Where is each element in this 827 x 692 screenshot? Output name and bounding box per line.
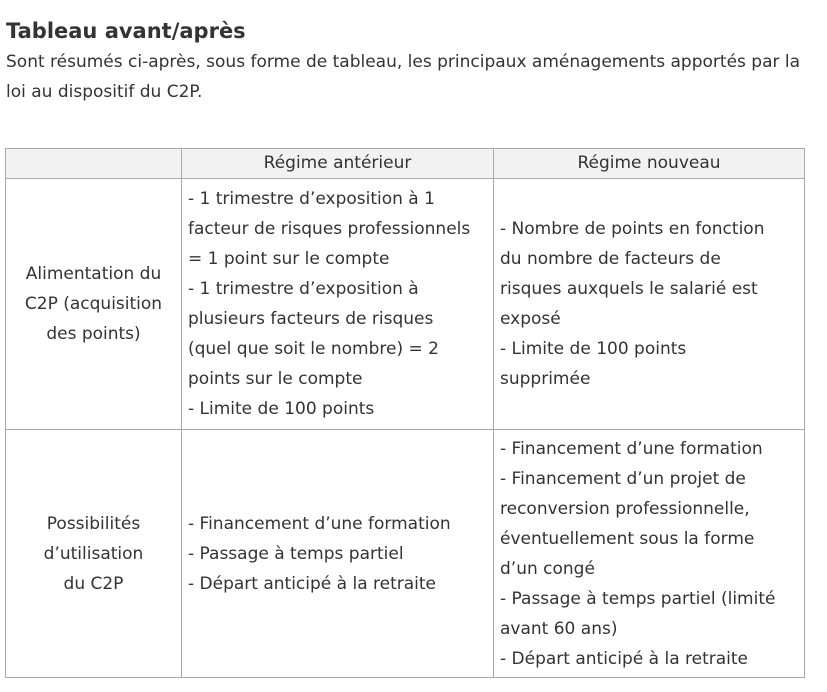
page-title: Tableau avant/après bbox=[6, 19, 246, 44]
intro-paragraph bbox=[6, 47, 824, 107]
table-header-row bbox=[6, 149, 805, 179]
cell-line: supprimée bbox=[500, 369, 591, 389]
cell-line: - Financement d’une formation bbox=[500, 438, 763, 459]
row-label-possibilites bbox=[6, 430, 182, 678]
row-label-line: des points) bbox=[46, 324, 141, 344]
cell-after-possibilites bbox=[494, 430, 805, 678]
cell-line: éventuellement sous la forme bbox=[500, 528, 755, 549]
cell-line: - Nombre de points en fonction bbox=[500, 219, 765, 239]
cell-line: d’un congé bbox=[500, 558, 595, 579]
cell-line: (quel que soit le nombre) = 2 bbox=[188, 339, 439, 359]
cell-line: - Limite de 100 points bbox=[500, 339, 687, 359]
row-label-line: Alimentation du bbox=[25, 264, 162, 284]
cell-line: du nombre de facteurs de bbox=[500, 249, 721, 269]
cell-line: - Départ anticipé à la retraite bbox=[500, 648, 749, 669]
cell-line: - 1 trimestre d’exposition à 1 bbox=[188, 189, 435, 209]
row-label-line: C2P (acquisition bbox=[24, 294, 163, 314]
cell-line: - Limite de 100 points bbox=[188, 399, 375, 419]
comparison-table bbox=[5, 148, 805, 678]
cell-line: - Départ anticipé à la retraite bbox=[188, 573, 437, 594]
row-label-line: du C2P bbox=[63, 573, 124, 594]
row-label-line: Possibilités bbox=[46, 513, 141, 534]
cell-line: points sur le compte bbox=[188, 369, 363, 389]
column-header-before: Régime antérieur bbox=[182, 149, 494, 179]
table-row bbox=[6, 430, 805, 678]
cell-line: - 1 trimestre d’exposition à bbox=[188, 279, 419, 299]
table-corner-cell bbox=[6, 149, 182, 179]
cell-line: plusieurs facteurs de risques bbox=[188, 309, 434, 329]
cell-line: avant 60 ans) bbox=[500, 618, 618, 639]
cell-before-possibilites bbox=[182, 430, 494, 678]
cell-after-alimentation bbox=[494, 179, 805, 430]
cell-line: exposé bbox=[500, 309, 561, 329]
column-header-after: Régime nouveau bbox=[494, 149, 805, 179]
row-label-alimentation bbox=[6, 179, 182, 430]
cell-line: - Passage à temps partiel (limité bbox=[500, 588, 776, 609]
intro-text: Sont résumés ci-après, sous forme de tableau, les principaux aménagements apportés par la loi au dispositif du C2P. bbox=[6, 52, 801, 102]
cell-line: - Financement d’un projet de bbox=[500, 468, 746, 489]
cell-line: reconversion professionnelle, bbox=[500, 498, 750, 519]
cell-line: risques auxquels le salarié est bbox=[500, 279, 758, 299]
cell-line: - Passage à temps partiel bbox=[188, 543, 404, 564]
cell-before-alimentation bbox=[182, 179, 494, 430]
cell-line: facteur de risques professionnels bbox=[188, 219, 471, 239]
row-label-line: d’utilisation bbox=[43, 543, 144, 564]
table-row bbox=[6, 179, 805, 430]
cell-line: = 1 point sur le compte bbox=[188, 249, 390, 269]
cell-line: - Financement d’une formation bbox=[188, 513, 451, 534]
